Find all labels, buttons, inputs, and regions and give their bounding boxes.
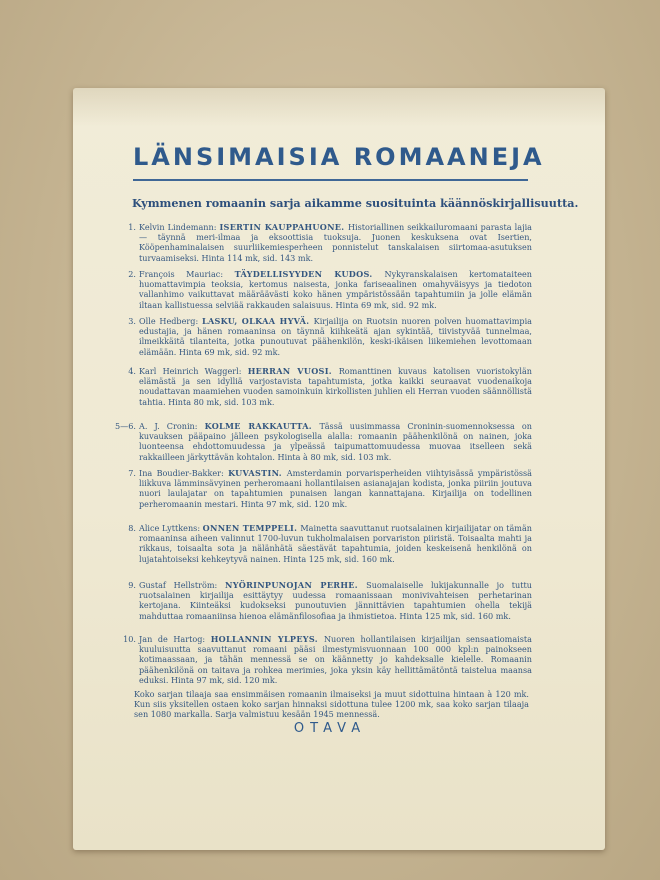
book-author: Jan de Hartog: (139, 634, 211, 644)
book-author: Ina Boudier-Bakker: (139, 468, 229, 478)
book-entry-9 (112, 580, 532, 634)
book-author: A. J. Cronin: (139, 421, 205, 431)
book-number: 3. (128, 316, 136, 326)
book-title: LASKU, OLKAA HYVÄ. (201, 316, 314, 326)
book-description: Romanttinen kuvaus katolisen vuoristokylän elämästä ja sen idylliä varjostavista tapahtumista, jotka kaikki seuraavat vuodenaikoja noudattavan maamiehen vuoden samoinkuin kirkollisten juhlien eli Herran vuoden säännöllistä tahtia. Hinta 80 mk, sid. 103 mk. (139, 366, 533, 407)
publisher-name: OTAVA (293, 721, 367, 736)
book-description: Nuoren hollantilaisen kirjailijan sensaatiomaista kuuluisuutta saavuttanut romaani pääsi ilmestymisvuonnaan 100 000 kpl:n painokseen kotimaassaan, ja tähän mennessä se on käännetty jo kahdeksalle kielelle. Romaanin päähenkilönä on taitava ja rohkea merimies, joka yksin käy hellittämätöntä taistelua maansa eduksi. Hinta 97 mk, sid. 120 mk. (139, 634, 532, 685)
book-number: 2. (128, 269, 136, 279)
book-entry-2 (112, 269, 532, 316)
book-title: ONNEN TEMPPELI. (202, 523, 301, 533)
book-entry-7 (112, 468, 532, 523)
book-description: Tässä uusimmassa Croninin-suomennoksessa on kuvauksen pääpaino jälleen psykologisella alalla: romaanin päähenkilönä on nainen, joka luonteensa ehdottomuudessa ja ylpeässä taipumattomuudessa muovaa itselleen sekä rakkailleen järkyttävän kohtalon. Hinta à 80 mk, sid. 103 mk. (139, 421, 532, 462)
book-author: Kelvin Lindemann: (139, 222, 220, 232)
book-entry-8 (112, 523, 532, 580)
book-author: Alice Lyttkens: (139, 523, 203, 533)
book-description: Amsterdamin porvarisperheiden viihtyisässä ympäristössä liikkuva lämminsävyinen perheromaani hollantilaisen asianajajan kodista, jonka piiriin joutuva nuori laulajatar on tapahtumien punaisen langan kannattajana. Kirjailija on todellinen perheromaanin mestari. Hinta 97 mk, sid. 120 mk. (139, 468, 532, 509)
book-description: Historiallinen seikkailuromaani parasta lajia — täynnä meri-ilmaa ja eksoottisia tuoksuja. Juonen keskuksena ovat Isertien, Kööpenhaminalaisen suurliikemiesperheen ponnistelut tanskalaisen siirtomaa-asutuksen turvaamiseksi. Hinta 114 mk, sid. 143 mk. (139, 222, 532, 263)
book-title: KOLME RAKKAUTTA. (204, 421, 320, 431)
book-number: 1. (128, 222, 136, 232)
book-description: Suomalaiselle lukijakunnalle jo tuttu ruotsalainen kirjailija esittäytyy uudessa romaanissaan monivivahteisen perhetarinan kertojana. Kiinteäksi kudokseksi punoutuvien jännittävien tapahtumien ohella tekijä mahduttaa romaaniinsa hienoa elämänfilosofiaa ja ihmistietoa. Hinta 125 mk, sid. 160 mk. (139, 580, 532, 621)
subscription-note: Koko sarjan tilaaja saa ensimmäisen romaanin ilmaiseksi ja muut sidottuina hintaan à 120 mk. Kun siis yksitellen ostaen koko sarjan hinnaksi sidottuna tulee 1200 mk, saa koko sarjan tilaaja sen 1080 markalla. Sarja valmistuu kesään 1945 mennessä. (134, 689, 529, 720)
series-subtitle: Kymmenen romaanin sarja aikamme suosituinta käännöskirjallisuutta. (132, 196, 579, 210)
book-number: 8. (128, 523, 136, 533)
book-description: Mainetta saavuttanut ruotsalainen kirjailijatar on tämän romaaninsa aiheen valinnut 1700-luvun tukholmalaisen porvariston piiristä. Toisaalta mahti ja rikkaus, toisaalta sota ja nälänhätä säestävät tapahtumia, joiden keskeisenä henkilönä on lujatahtoiseksi kehkeytyvä nainen. Hinta 125 mk, sid. 160 mk. (139, 523, 532, 564)
book-entry-10 (112, 634, 532, 694)
book-number: 9. (128, 580, 136, 590)
series-title: LÄNSIMAISIA ROMAANEJA (133, 143, 545, 171)
book-description: Nykyranskalaisen kertomataiteen huomattavimpia teoksia, kertomus naisesta, jonka fariseaalinen omahyväisyys ja tiedoton vallanhimo vaikuttavat määräävästi koko hänen ympäristössään tapahtumiin ja jolle elämän iltaan kallistuessa selviää rakkauden salaisuus. Hinta 69 mk, sid. 92 mk. (139, 269, 532, 310)
book-number: 7. (128, 468, 136, 478)
book-number: 10. (123, 634, 136, 644)
book-author: Karl Heinrich Waggerl: (139, 366, 248, 376)
book-number: 5—6. (115, 421, 136, 431)
book-entry-3 (112, 316, 532, 366)
book-entry-4 (112, 366, 532, 421)
book-entry-5-6 (112, 421, 532, 468)
book-number: 4. (128, 366, 136, 376)
book-title: NYÖRINPUNOJAN PERHE. (225, 580, 367, 590)
book-title: ISERTIN KAUPPAHUONE. (219, 222, 348, 232)
book-title: KUVASTIN. (228, 468, 287, 478)
book-title: TÄYDELLISYYDEN KUDOS. (234, 269, 385, 279)
book-title: HERRAN VUOSI. (247, 366, 339, 376)
book-title: HOLLANNIN YLPEYS. (210, 634, 324, 644)
book-list (112, 222, 532, 694)
book-entry-1 (112, 222, 532, 269)
book-author: Gustaf Hellström: (139, 580, 225, 590)
book-author: François Mauriac: (139, 269, 235, 279)
title-underline (133, 179, 528, 181)
book-description: Kirjailija on Ruotsin nuoren polven huomattavimpia edustajia, ja hänen romaaninsa on täynnä kiihkeätä ajan sykintää, tiivistyvää tunnelmaa, ilmeikkäitä tilanteita, jotka punoutuvat päähenkilön, keski-ikäisen liikemiehen levottomaan elämään. Hinta 69 mk, sid. 92 mk. (139, 316, 532, 357)
book-author: Olle Hedberg: (139, 316, 202, 326)
